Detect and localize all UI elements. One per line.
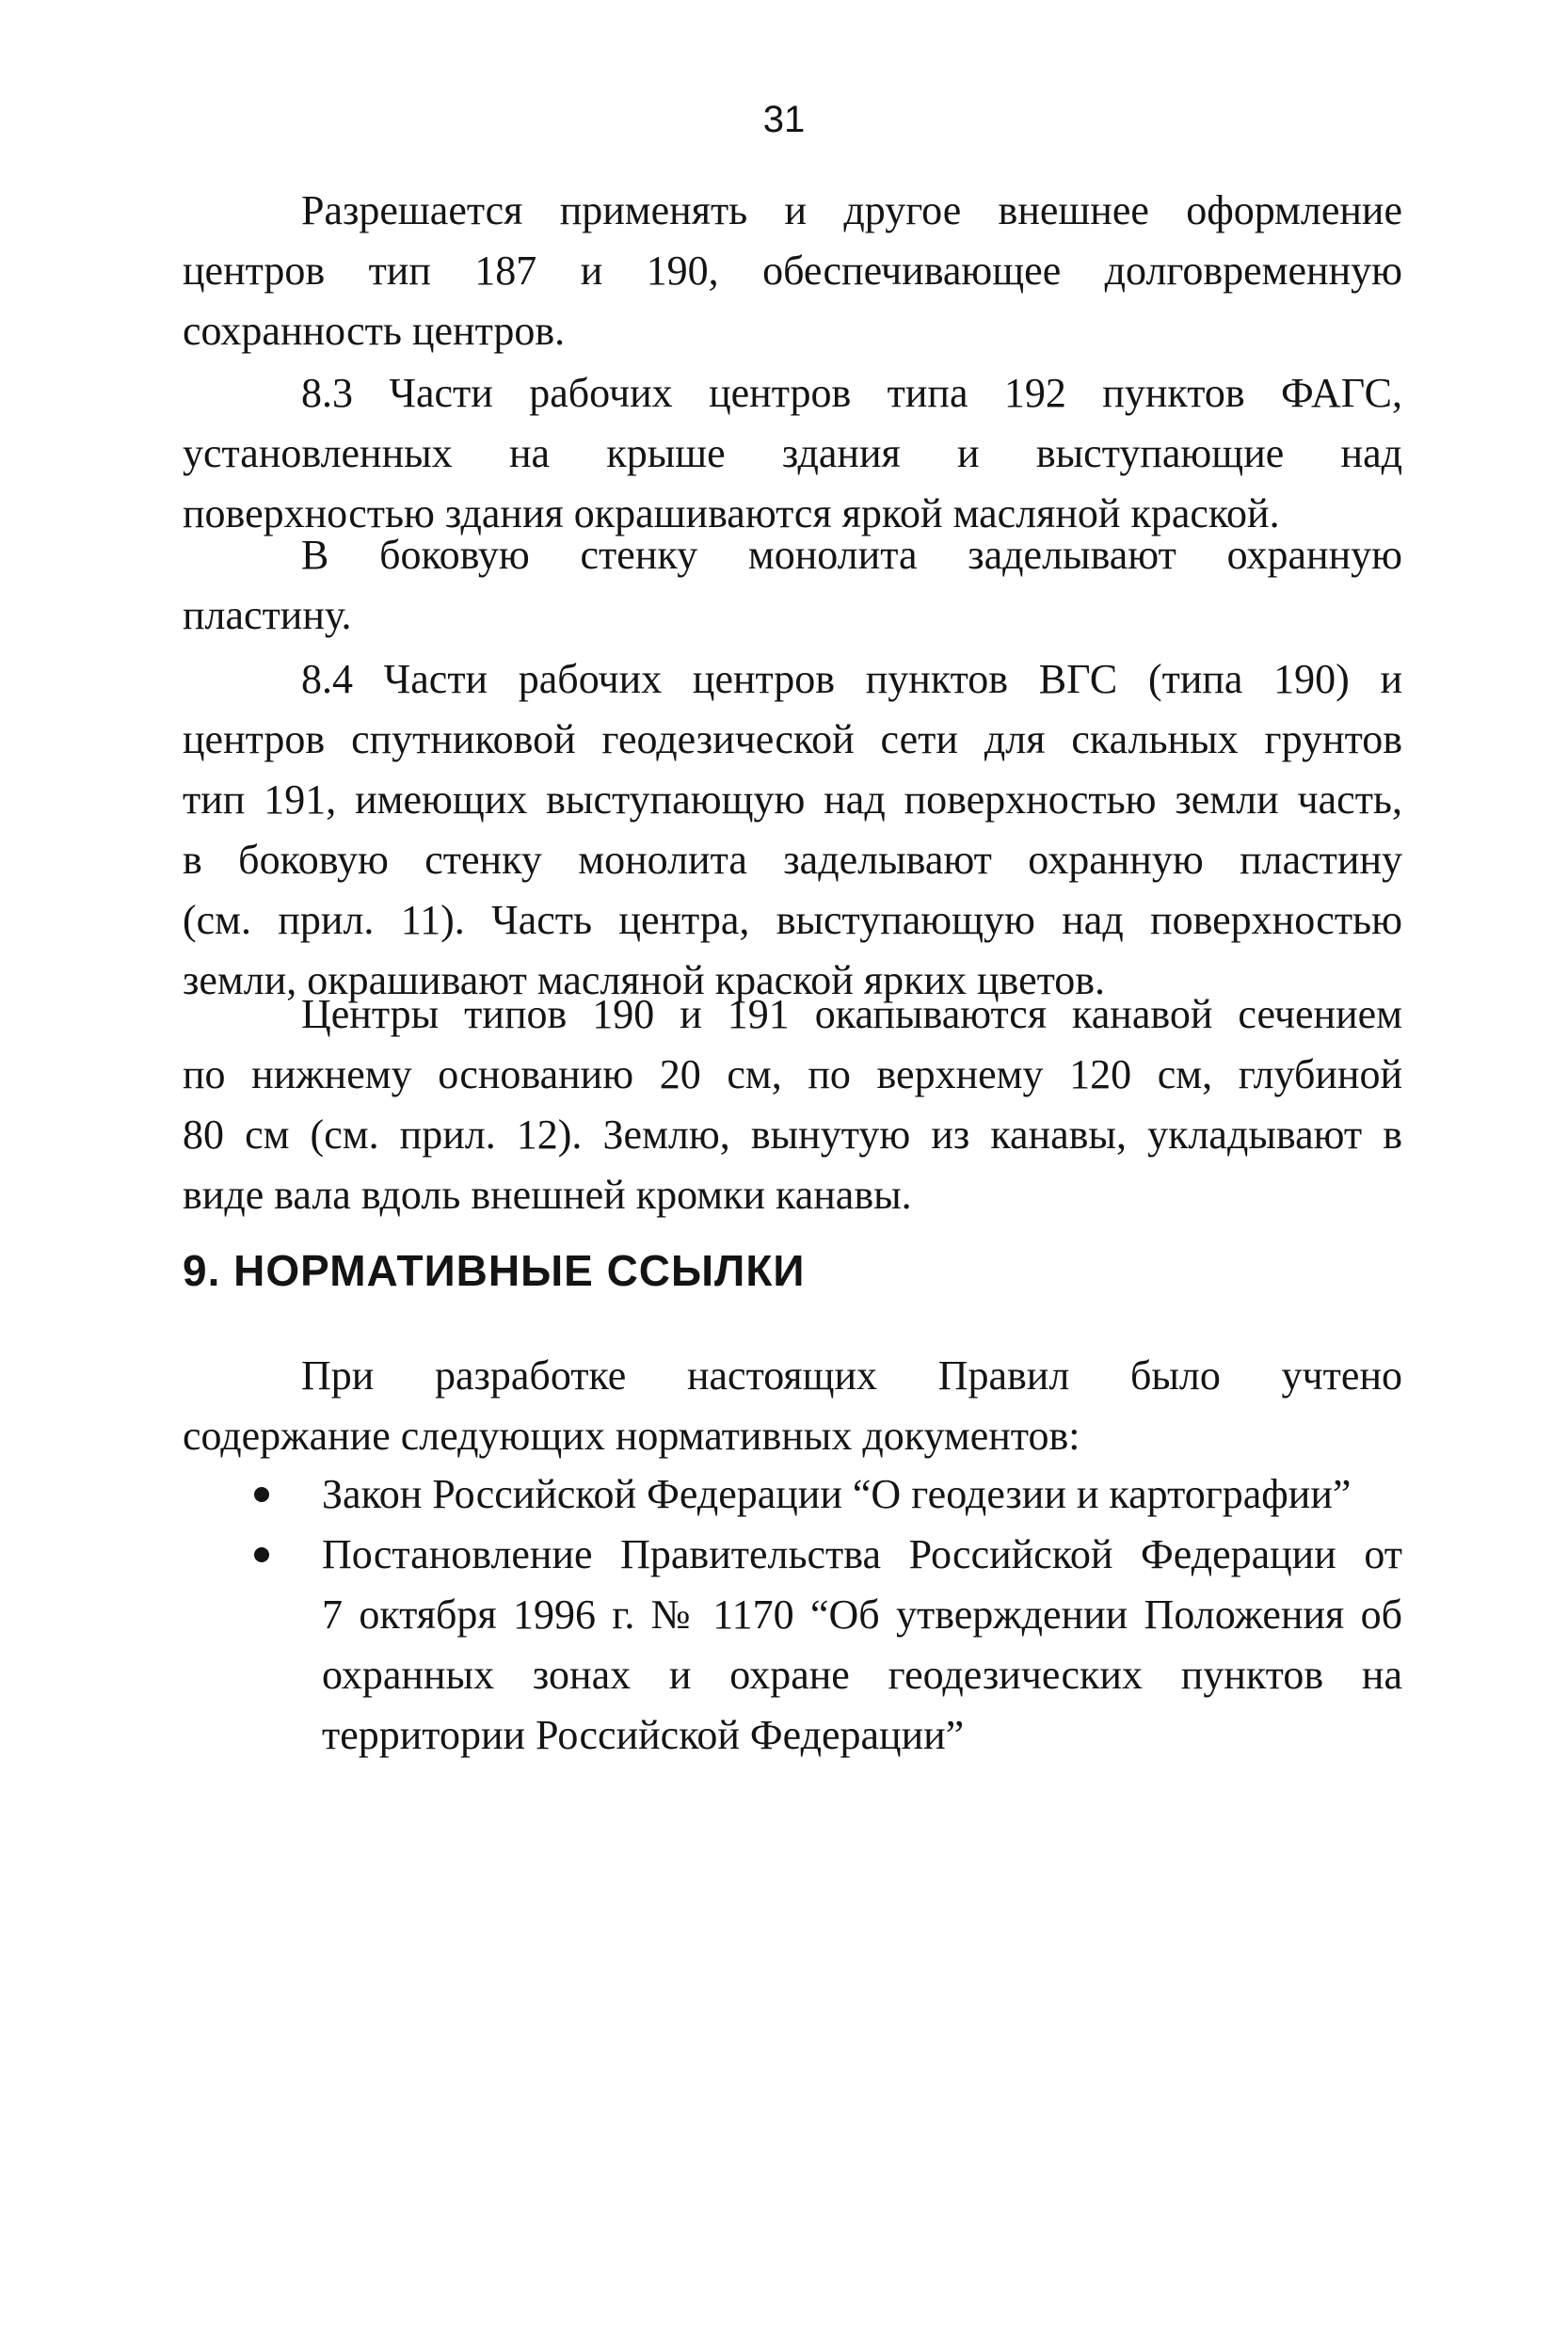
list-item: [183, 1525, 1402, 1766]
text-line: Центры типов 190 и 191 окапываются канавой сечением: [301, 991, 1402, 1037]
list-item: [183, 1464, 1402, 1525]
text-line: земли, окрашивают масляной краской ярких цветов.: [183, 957, 1106, 1003]
text-line: тип 191, имеющих выступающую над поверхностью земли часть,: [183, 776, 1402, 823]
text-line: В боковую стенку монолита заделывают охранную: [301, 532, 1402, 578]
bullet-icon: [254, 1547, 269, 1562]
paragraph-8-4: [183, 649, 1402, 1011]
text-line: территории Российской Федерации”: [322, 1712, 965, 1758]
text-line: охранных зонах и охране геодезических пунктов на: [322, 1652, 1402, 1698]
text-line: 80 см (см. прил. 12). Землю, вынутую из канавы, укладывают в: [183, 1112, 1402, 1158]
page-number: 31: [762, 99, 806, 140]
text-line: 7 октября 1996 г. № 1170 “Об утверждении Положения об: [322, 1591, 1402, 1638]
text-line: При разработке настоящих Правил было учтено: [301, 1352, 1402, 1399]
text-line: виде вала вдоль внешней кромки канавы.: [183, 1172, 912, 1218]
text-line: сохранность центров.: [183, 308, 566, 354]
text-line: Закон Российской Федерации “О геодезии и картографии”: [322, 1471, 1352, 1517]
text-line: центров тип 187 и 190, обеспечивающее долговременную: [183, 248, 1402, 294]
text-line: поверхностью здания окрашиваются яркой масляной краской.: [183, 490, 1280, 536]
text-line: (см. прил. 11). Часть центра, выступающую над поверхностью: [183, 897, 1402, 943]
text-line: Постановление Правительства Российской Федерации от: [322, 1531, 1402, 1577]
text-line: по нижнему основанию 20 см, по верхнему 120 см, глубиной: [183, 1051, 1402, 1097]
text-line: 8.3 Части рабочих центров типа 192 пунктов ФАГС,: [301, 370, 1402, 416]
paragraph-exterior-design: [183, 181, 1402, 361]
text-line: установленных на крыше здания и выступающие над: [183, 430, 1402, 476]
text-line: пластину.: [183, 592, 352, 638]
text-line: центров спутниковой геодезической сети для скальных грунтов: [183, 716, 1402, 762]
references-list: [183, 1464, 1402, 1766]
bullet-icon: [254, 1487, 269, 1502]
text-line: Разрешается применять и другое внешнее оформление: [301, 187, 1402, 233]
paragraph-ditch: [183, 984, 1402, 1225]
text-line: содержание следующих нормативных документов:: [183, 1413, 1080, 1459]
paragraph-protective-plate: [183, 525, 1402, 646]
paragraph-8-3: [183, 363, 1402, 544]
section-intro: [183, 1346, 1402, 1466]
text-line: в боковую стенку монолита заделывают охранную пластину: [183, 837, 1402, 883]
text-line: 8.4 Части рабочих центров пунктов ВГС (типа 190) и: [301, 656, 1402, 702]
section-heading: 9. НОРМАТИВНЫЕ ССЫЛКИ: [183, 1246, 806, 1295]
